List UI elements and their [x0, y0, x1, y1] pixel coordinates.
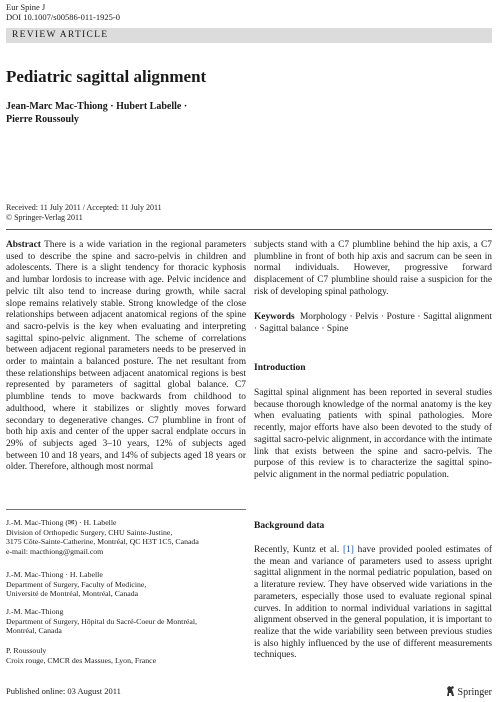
springer-horse-icon — [445, 685, 456, 697]
affiliation-4 — [6, 646, 246, 665]
introduction-text: Sagittal spinal alignment has been reported in several studies because thorough knowledge of the normal anatomy is the key when evaluating patients with spinal pathologies. More recently, major efforts have also been devoted to the study of sagittal sacro-pelvic alignment, in accordance with the intimate link that exists between the spine and sacro-pelvis. The purpose of this review is to characterize the sagittal spino-pelvic alignment in the normal pediatric population. — [254, 388, 492, 480]
published-online: Published online: 03 August 2011 — [6, 686, 121, 696]
author-list — [6, 101, 306, 126]
copyright: © Springer-Verlag 2011 — [6, 213, 83, 222]
journal-name: Eur Spine J — [6, 2, 46, 12]
affiliation-3 — [6, 607, 246, 636]
publisher-logo — [445, 685, 492, 698]
background-block — [254, 545, 492, 662]
affiliation-line: Division of Orthopedic Surgery, CHU Sainte-Justine, — [6, 527, 173, 537]
authors-line-2: Pierre Roussouly — [6, 113, 79, 125]
authors-line-1: Jean-Marc Mac-Thiong · Hubert Labelle · — [6, 101, 188, 112]
doi: DOI 10.1007/s00586-011-1925-0 — [6, 12, 120, 22]
article-dates — [6, 203, 162, 223]
background-text-start: Recently, Kuntz et al. — [254, 545, 343, 555]
affiliation-2 — [6, 570, 246, 599]
affiliation-line: Department of Surgery, Faculty of Medicine, — [6, 579, 147, 589]
affiliation-1 — [6, 518, 246, 556]
article-type-band — [6, 28, 492, 43]
keywords-text: Morphology · Pelvis · Posture · Sagittal alignment · Sagittal balance · Spine — [254, 312, 493, 334]
publisher-name: Springer — [457, 687, 492, 698]
affiliation-line: Université de Montréal, Montréal, Canada — [6, 589, 139, 599]
article-title: Pediatric sagittal alignment — [6, 67, 207, 86]
affiliation-names: J.-M. Mac-Thiong · H. Labelle — [6, 570, 103, 579]
abstract-text: There is a wide variation in the regional parameters used to describe the spine and sacro-pelvis in children and adolescents. There is a slight tendency for thoracic kyphosis and lumbar lordosis to increase with age. Pelvic incidence and pelvic tilt also tend to increase during growth, while sacral slope remains relatively stable. Strong knowledge of the close relationships between adjacent anatomical regions of the spine and sacro-pelvis is the key when evaluating and interpreting sagittal spino-pelvic alignment. The scheme of correlations between adjacent regional parameters needs to be preserved in order to maintain a balanced posture. The net resultant from these relationships between adjacent anatomical regions is best represented by parameters of sagittal global balance. C7 plumbline tends to move backwards from childhood to adulthood, where it stabilizes or slightly moves forward secondary to degenerative changes. C7 plumbline in front of both hip axis and center of the upper sacral endplate occurs in 29% of subjects aged 3–10 years, 12% of subjects aged between 10 and 18 years, and 14% of subjects aged 18 years or older. Therefore, although most normal — [6, 240, 246, 473]
top-divider — [6, 229, 492, 230]
affiliation-names: J.-M. Mac-Thiong — [6, 607, 64, 616]
keywords-block — [254, 312, 492, 335]
abstract-continuation-text: subjects stand with a C7 plumbline behind the hip axis, a C7 plumbline in front of both hip axis and sacrum can be seen in normal individuals. However, progressive forward displacement of C7 plumbline should raise a suspicion for the risk of developing spinal pathology. — [254, 240, 492, 297]
article-type: REVIEW ARTICLE — [12, 30, 109, 40]
introduction-heading: Introduction — [254, 363, 306, 373]
affiliation-line: 3175 Côte-Sainte-Catherine, Montréal, QC H3T 1C5, Canada — [6, 537, 199, 547]
abstract-continuation — [254, 240, 492, 299]
affiliation-names: J.-M. Mac-Thiong (✉) · H. Labelle — [6, 518, 117, 527]
keywords-label: Keywords — [254, 312, 295, 322]
abstract-label: Abstract — [6, 240, 41, 250]
affiliation-line: Department of Surgery, Hôpital du Sacré-Coeur de Montréal, — [6, 616, 197, 626]
affiliation-names: P. Roussouly — [6, 646, 47, 655]
affiliation-email[interactable]: e-mail: macthiong@gmail.com — [6, 546, 104, 556]
affiliation-line: Montréal, Canada — [6, 626, 62, 636]
citation-link[interactable]: [1] — [342, 545, 354, 555]
affiliation-divider — [6, 509, 246, 510]
affiliation-line: Croix rouge, CMCR des Massues, Lyon, France — [6, 655, 157, 665]
background-heading: Background data — [254, 521, 325, 531]
abstract-block — [6, 240, 246, 474]
received-accepted: Received: 11 July 2011 / Accepted: 11 July 2011 — [6, 203, 162, 212]
background-text-rest: have provided pooled estimates of the mean and variance of parameters used to assess upright sagittal alignment in the normal pediatric population, based on a literature review. They have observed wide variations in the parameters, especially those used to evaluate regional spinal curves. In addition to normal individual variations in sagittal alignment observed in the general population, it is important to realize that the wide variability seen between previous studies is also highly influenced by the use of different measurements techniques. — [254, 545, 493, 661]
